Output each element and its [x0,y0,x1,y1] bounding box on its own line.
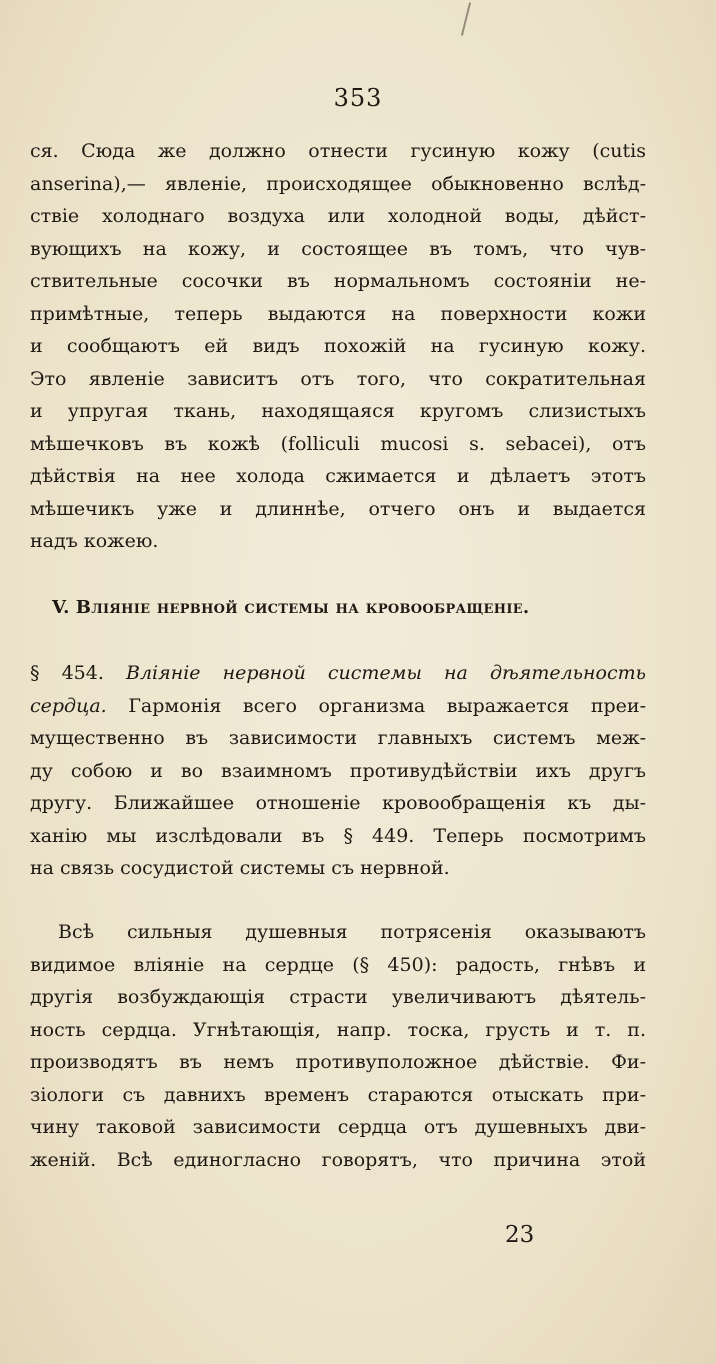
paragraph-dushevnye-potryaseniya [30,916,646,1176]
text-line: женій. Всѣ единогласно говорятъ, что причина этой [30,1148,646,1171]
text-line: мѣшечикъ уже и длиннѣе, отчего онъ и выдается [30,497,646,520]
text-line: мѣшечковъ въ кожѣ (folliculi mucosi s. sebacei), отъ [30,432,646,455]
text-line: Всѣ сильныя душевныя потрясенія оказываютъ [58,921,646,943]
text-line: зіологи съ давнихъ временъ стараются отыскать при- [30,1083,646,1106]
text-line: видимое вліяніе на сердце (§ 450): радость, гнѣвъ и [30,953,646,976]
paragraph-italic-title-end: сердца. [30,694,107,717]
paragraph-number: § 454. [30,662,104,684]
text-line: на связь сосудистой системы съ нервной. [30,857,450,879]
signature-mark: 23 [505,1222,535,1248]
text-line [30,657,646,690]
text-line: другія возбуждающія страсти увеличиваютъ дѣятель- [30,986,646,1008]
margin-pencil-mark [461,2,471,35]
section-heading [52,597,632,618]
text-line: ность сердца. Угнѣтающія, напр. тоска, грусть и т. п. [30,1018,646,1041]
text-line: ствительные сосочки въ нормальномъ состояніи не- [30,270,646,292]
text-line: другу. Ближайшее отношеніе кровообращенія къ ды- [30,792,646,814]
text-line: и упругая ткань, находящаяся кругомъ слизистыхъ [30,400,646,422]
text-line: anserina),— явленіе, происходящее обыкновенно вслѣд- [30,172,646,195]
text-line: мущественно въ зависимости главныхъ системъ меж- [30,727,646,749]
section-heading-title: Вліяніе нервной системы на кровообращеніе. [75,597,530,618]
page-number: 353 [333,84,383,112]
text-line: ся. Сюда же должно отнести гусиную кожу (cutis [30,140,646,162]
text-line: вующихъ на кожу, и состоящее въ томъ, что чув- [30,237,646,260]
text-line: ду собою и во взаимномъ противудѣйствіи ихъ другъ [30,759,646,782]
section-heading-number: V. [52,597,70,618]
text-line: ствіе холоднаго воздуха или холодной воды, дѣйст- [30,205,646,227]
text-line: надъ кожею. [30,530,159,552]
text-line [30,690,646,723]
text-line: и сообщаютъ ей видъ похожій на гусиную кожу. [30,335,646,357]
paragraph-gusinaya-kozha [30,135,646,558]
paragraph-italic-title: Вліяніе нервной системы на дѣятельность [126,662,646,684]
paragraph-454 [30,657,646,885]
text-line: чину таковой зависимости сердца отъ душевныхъ дви- [30,1116,646,1138]
text-line: производятъ въ немъ противуположное дѣйствіе. Фи- [30,1051,646,1073]
text-line: Это явленіе зависитъ отъ того, что сократительная [30,367,646,390]
text-line: ханію мы изслѣдовали въ § 449. Теперь посмотримъ [30,824,646,847]
paragraph-text: Гармонія всего организма выражается преи- [128,694,646,717]
text-line: дѣйствія на нее холода сжимается и дѣлаетъ этотъ [30,465,646,487]
text-line: примѣтные, теперь выдаются на поверхности кожи [30,302,646,325]
